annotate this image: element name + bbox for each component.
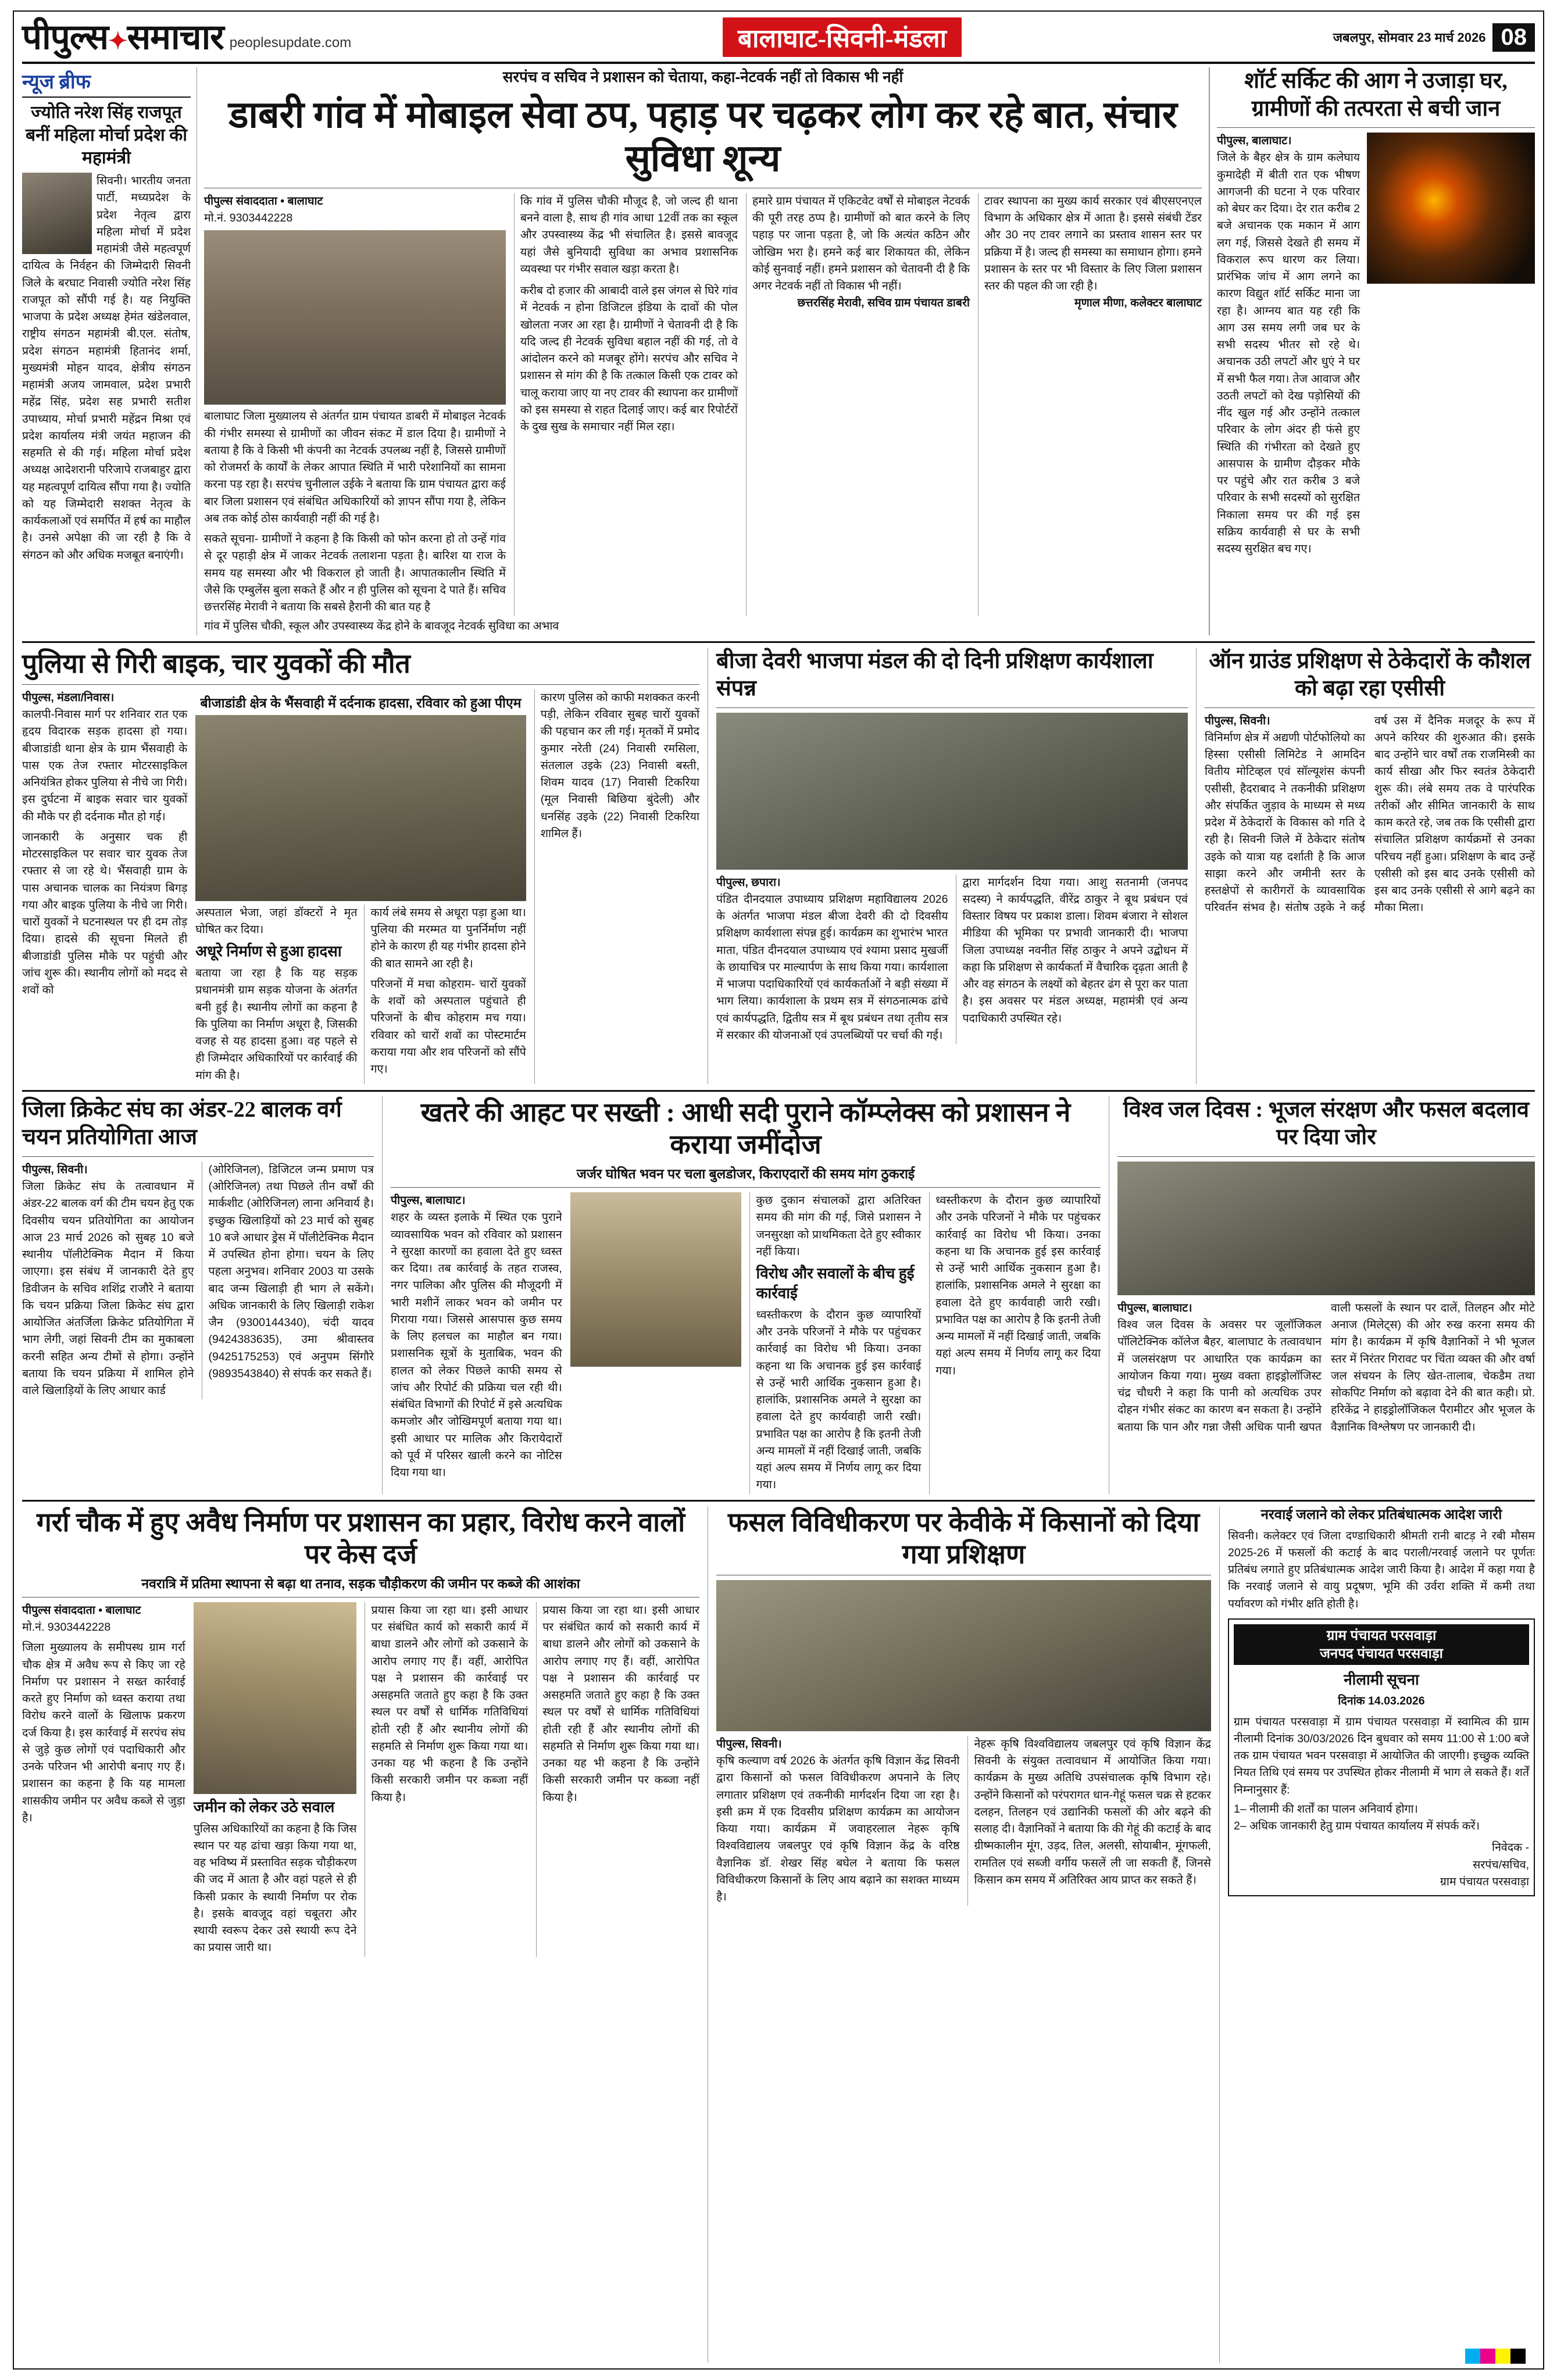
notice-lead-headline: नरवाई जलाने को लेकर प्रतिबंधात्मक आदेश जारी [1260,1507,1502,1523]
fourth-band [22,1500,1535,2363]
lead-callout-2: टावर स्थापना का मुख्य कार्य सरकार एवं बीएसएनएल विभाग के अधिकार क्षेत्र में आता है। इससे संबंधी टेंडर और 30 नए टावर लगाने का प्रस्ताव शासन स्तर पर प्रक्रिया में है। जल्द ही समस्या का समाधान होगा। हमने प्रशासन के स्तर पर भी विस्तार के लिए जिला प्रशासन स्तर की पहल की जा रही है। [984,194,1202,293]
bridge-subhead: बीजाडांडी क्षेत्र के भैंसवाही में दर्दनाक हादसा, रविवार को हुआ पीएम [200,695,522,710]
notice-column [1220,1506,1535,2363]
notice-sign-2: सरपंच/सचिव, [1473,1858,1529,1871]
training-byline: पीपुल्स, छपारा। [716,875,781,889]
bridge-body-2: जानकारी के अनुसार चक ही मोटरसाइकिल पर सवार चार युवक तेज रफ्तार से जा रहे थे। भैंसवाही ग्राम के पास अचानक चालक का नियंत्रण बिगड़ गया और बाइक पुलिया के नीचे जा गिरी। चारों युवकों ने घटनास्थल पर ही दम तोड़ दिया। हादसे की सूचना मिलते ही बीजाडांडी पुलिस मौके पर पहुंची और जांच शुरू की। स्थानीय लोगों को मदद से शवों को [22,830,188,997]
lead-col2: कि गांव में पुलिस चौकी मौजूद है, जो जल्द ही थाना बनने वाला है, साथ ही गांव आधा 12वीं तक का स्कूल और उपस्वास्थ्य केंद्र भी संचालित है। इससे बावजूद यहां जैसे बुनियादी सुविधा का अभाव प्रशासनिक व्यवस्था पर गंभीर सवाल खड़ा करता है। [520,194,738,276]
bridge-byline: पीपुल्स, मंडला/निवास। [22,691,115,704]
second-band [22,641,1535,1084]
complex-headline: खतरे की आहट पर सख्ती : आधी सदी पुराने कॉम्प्लेक्स को प्रशासन ने कराया जमींदोज [420,1097,1071,1159]
complex-subhead: जर्जर घोषित भवन पर चला बुलडोजर, किराएदारों की समय मांग ठुकराई [576,1166,915,1182]
notice-box-title [1234,1624,1529,1665]
training-body: पंडित दीनदयाल उपाध्याय प्रशिक्षण महाविद्यालय 2026 के अंतर्गत भाजपा मंडल बीजा देवरी की दो दिवसीय प्रशिक्षण कार्यशाला संपन्न हुई। कार्यक्रम का शुभारंभ भारत माता, पंडित दीनदयाल उपाध्याय एवं श्यामा प्रसाद मुखर्जी के छायाचित्र पर माल्यार्पण के साथ किया गया। कार्यशाला में भाजपा पदाधिकारियों एवं कार्यकर्ताओं ने बड़ी संख्या में भाग लिया। कार्यशाला के प्रथम सत्र में संगठनात्मक ढांचे एवं कार्यपद्धति, द्वितीय सत्र में बूथ प्रबंधन तथा तृतीय सत्र में सरकार की योजनाओं एवं उपलब्धियों पर चर्चा की गई। [716,892,948,1042]
star-icon: ✦ [108,28,127,54]
kvk-byline: पीपुल्स, सिवनी। [716,1737,782,1750]
logo [22,20,351,55]
kvk-body: कृषि कल्याण वर्ष 2026 के अंतर्गत कृषि विज्ञान केंद्र सिवनी द्वारा किसानों को फसल विविधीकरण अपनाने के लिए लगातार प्रशिक्षण एवं तकनीकी मार्गदर्शन दिया जा रहा है। इसी क्रम में एक दिवसीय प्रशिक्षण कार्यक्रम का आयोजन किया गया। कार्यक्रम में जवाहरलाल नेहरू कृषि विश्वविद्यालय जबलपुर एवं कृषि विज्ञान केंद्र के वरिष्ठ वैज्ञानिक डॉ. शेखर सिंह बघेल ने बताया कि फसल विविधीकरण किसानों के लिए आय बढ़ाने का सशक्त माध्यम है। [716,1754,960,1904]
kvk-body-2: नेहरू कृषि विश्वविद्यालय जबलपुर एवं कृषि विज्ञान केंद्र सिवनी के संयुक्त तत्वावधान में आयोजित किया गया। कार्यक्रम के मुख्य अतिथि उपसंचालक कृषि विभाग रहे। उन्होंने किसानों को परंपरागत धान-गेहूं फसल चक्र से हटकर दलहन, तिलहन एवं उद्यानिकी फसलों की ओर बढ़ने की सलाह दी। वैज्ञानिकों ने बताया कि की गेहूं की कटाई के बाद ग्रीष्मकालीन मूंग, उड़द, तिल, अलसी, सोयाबीन, मूंगफली, रामतिल एवं सब्जी वर्गीय फसलें ली जा सकती हैं, जिनसे किसान कम समय में अतिरिक्त आय प्राप्त कर सकते हैं। [974,1737,1211,1886]
garra-body-2: प्रयास किया जा रहा था। इसी आधार पर संबंधित कार्य को सकारी कार्य में बाधा डालने और लोगों को उकसाने के आरोप लगाए गए हैं। वहीं, आरोपित पक्ष ने प्रशासन की कार्रवाई पर असहमति जताते हुए कहा है कि उक्त स्थल पर वर्षों से धार्मिक गतिविधियां होती रही हैं और स्थानीय लोगों की सहमति से निर्माण शुरू किया गया था। उनका यह भी कहना है कि उन्होंने किसी सरकारी जमीन पर कब्जा नहीं किया है। [371,1603,528,1804]
complex-byline: पीपुल्स, बालाघाट। [391,1194,466,1207]
cricket-byline: पीपुल्स, सिवनी। [22,1163,88,1176]
notice-subtitle: नीलामी सूचना [1344,1671,1419,1689]
bridge-body-1: कालपी-निवास मार्ग पर शनिवार रात एक हृदय विदारक सड़क हादसा हो गया। बीजाडांडी थाना क्षेत्र के ग्राम भैंसवाही के पास एक तेज रफ्तार मोटरसाइकिल अनियंत्रित होकर पुलिया से नीचे जा गिरी। इस दुर्घटना में बाइक सवार चार युवकों की मौके पर ही दर्दनाक मौत हो गई। [22,708,188,823]
notice-point-2: 2– अधिक जानकारी हेतु ग्राम पंचायत कार्यालय में संपर्क करें। [1234,1820,1480,1833]
complex-body: शहर के व्यस्त इलाके में स्थित एक पुराने व्यावसायिक भवन को रविवार को प्रशासन ने सुरक्षा कारणों का हवाला देते हुए ध्वस्त कर दिया। तब कार्रवाई के तहत राजस्व, नगर पालिका और पुलिस की मौजूदगी में भारी मशीनें लाकर भवन को जमीन पर गिराया गया। जिससे आसपास कुछ समय के लिए हलचल का माहौल बन गया। प्रशासनिक सूत्रों के मुताबिक, भवन की हालत को लेकर पिछले काफी समय से जांच और रिपोर्ट की प्रक्रिया चल रही थी। संबंधित विभागों की रिपोर्ट में इसे अत्यधिक कमजोर और जोखिमपूर्ण बताया गया था। इसी आधार पर मालिक और किरायेदारों को पूर्व में परिसर खाली करने का नोटिस दिया गया था। [391,1211,562,1480]
fire-byline: पीपुल्स, बालाघाट। [1217,134,1292,147]
bridge-photo [195,715,526,901]
garra-story [22,1506,708,2363]
bridge-caption: कार्य लंबे समय से अधूरा पड़ा हुआ था। पुलिया की मरम्मत या पुनर्निर्माण नहीं होने के कारण ही यह गंभीर हादसा होने की बात सामने आ रही है। [370,906,526,970]
water-headline: विश्व जल दिवस : भूजल संरक्षण और फसल बदलाव पर दिया जोर [1123,1097,1530,1150]
newspaper-page [13,10,1544,2370]
date-line: जबलपुर, सोमवार 23 मार्च 2026 [1333,30,1486,45]
bridge-headline: पुलिया से गिरी बाइक, चार युवकों की मौत [22,648,410,678]
newsbrief-body: सिवनी। भारतीय जनता पार्टी, मध्यप्रदेश के प्रदेश नेतृत्व द्वारा महिला मोर्चा में प्रदेश महामंत्री जैसे महत्वपूर्ण दायित्व के निर्वहन की जिम्मेदारी सिवनी जिले के बरघाट निवासी ज्योति नरेश सिंह राजपूत को सौंपी गई है। यह नियुक्ति भाजपा के प्रदेश अध्यक्ष हेमंत खंडेलवाल, राष्ट्रीय संगठन महामंत्री बी.एल. संतोष, प्रदेश संगठन महामंत्री हितानंद शर्मा, मुख्यमंत्री मोहन यादव, क्षेत्रीय संगठन महामंत्री अजय जामवाल, प्रदेश प्रभारी महेंद्र सिंह, प्रदेश सह प्रभारी सतीश उपाध्याय, मोर्चा प्रभारी महेंद्रन मिश्रा एवं प्रदेश कार्यालय मंत्री जयंत महाजन की सहमति से की गई। महिला मोर्चा प्रदेश अध्यक्ष आदेशरानी परिजापे राजबाहुर द्वारा यह महत्वपूर्ण दायित्व सौंपा गया है। ज्योति को यह जिम्मेदारी सशक्त नेतृत्व के कार्यकलाओं एवं समर्पित में हर्ष का माहौल है। उनसे अपेक्षा की जा रही है कि वे संगठन को और अधिक मजबूत बनाएंगी। [22,174,191,562]
garra-body-2b: प्रयास किया जा रहा था। इसी आधार पर संबंधित कार्य को सकारी कार्य में बाधा डालने और लोगों को उकसाने के आरोप लगाए गए हैं। वहीं, आरोपित पक्ष ने प्रशासन की कार्रवाई पर असहमति जताते हुए कहा है कि उक्त स्थल पर वर्षों से धार्मिक गतिविधियां होती रही हैं और स्थानीय लोगों की सहमति से निर्माण शुरू किया गया था। उनका यह भी कहना है कि उन्होंने किसी सरकारी जमीन पर कब्जा नहीं किया है। [542,1603,699,1804]
water-body: विश्व जल दिवस के अवसर पर जूलॉजिकल पॉलिटेक्निक कॉलेज बैहर, बालाघाट के तत्वावधान में जलसंरक्षण पर आधारित एक कार्यक्रम का आयोजन किया गया। मुख्य वक्ता हाइड्रोलॉजिस्ट चंद्र चौधरी ने कहा कि पानी को अत्यधिक उपर दोहन गंभीर संकट का कारण बन सकता है। उन्होंने बताया कि पान और गन्ना जैसी अधिक पानी खपत वाली फसलों के स्थान पर दालें, तिलहन और मोटे अनाज (मिलेट्स) की ओर रुख करना समय की मांग है। कार्यक्रम में कृषि वैज्ञानिकों ने भी भूजल स्तर में निरंतर गिरावट पर चिंता व्यक्त की और वर्षा जल संचयन के लिए खेत-तालाब, चेकडैम तथा सोकपिट निर्माण को बढ़ावा देने की बात कही। प्रो. हरिकेंद्र ने हाइड्रोलॉजिकल पैरामीटर और भूजल के वैज्ञानिक विश्लेषण पर जानकारी दी। [1117,1301,1535,1434]
newsbrief-headline: ज्योति नरेश सिंह राजपूत बनीं महिला मोर्चा प्रदेश की महामंत्री [25,103,188,167]
notice-date: दिनांक 14.03.2026 [1338,1695,1425,1708]
garra-photo [194,1602,357,1794]
complex-body-4: ध्वस्तीकरण के दौरान कुछ व्यापारियों और उनके परिजनों ने मौके पर पहुंचकर कार्रवाई का विरोध भी किया। उनका कहना था कि अचानक हुई इस कार्रवाई से उन्हें भारी आर्थिक नुकसान हुआ है। हालांकि, प्रशासनिक अमले ने सुरक्षा का हवाला देते हुए कार्यवाही जारी रखी। प्रभावित पक्ष का आरोप है कि इतनी तेजी अन्य मामलों में नहीं दिखाई जाती, जबकि यहां अल्प समय में निर्णय लागू कर दिया गया। [935,1194,1101,1377]
acc-headline: ऑन ग्राउंड प्रशिक्षण से ठेकेदारों के कौशल को बढ़ा रहा एसीसी [1209,648,1531,701]
notice-point-1: 1– नीलामी की शर्तों का पालन अनिवार्य होगा। [1234,1802,1418,1816]
bridge-story [22,648,708,1084]
lead-callout-1-author: छत्तरसिंह मेरावी, सचिव ग्राम पंचायत डाबरी [797,296,970,310]
acc-body: विनिर्माण क्षेत्र में अद्यणी पोर्टफोलियो का हिस्सा एसीसी लिमिटेड ने आमदिन वितीय मोटिव्हल एवं सॉल्यूशंस कंपनी एसीसी, हैदराबाद ने तकनीकी प्रशिक्षण और संपर्कित जुड़ाव के माध्यम से मध्य प्रदेश में ठेकेदारों के विकास को गति दे रही है। सिवनी जिले में ठेकेदार संतोष उइके को यात्रा यह दर्शाती है कि आज साझा करने और जमीनी स्तर के हस्तक्षेपों से कारीगरों के व्यावसायिक परिवर्तन संभव है। संतोष उइके ने कई वर्ष उस में दैनिक मजदूर के रूप में अपने करियर की शुरुआत की। इसके बाद उन्होंने चार वर्षों तक राजमिस्त्री का कार्य सीखा और फिर स्वतंत्र ठेकेदारी शुरू की। लंबे समय तक वे पारंपरिक तरीकों और सीमित जानकारी के साथ काम करते रहे, जब तक कि एसीसी द्वारा संचालित प्रशिक्षण कार्यक्रमों से उनका परिचय नहीं हुआ। प्रशिक्षण के बाद उन्हें एसीसी को इस बाद उनके एसीसी को इस बाद उनके एसीसी से आगे बढ़ने का मौका मिला। [1205,714,1535,914]
kvk-story [708,1506,1220,2363]
bridge-body-6: कारण पुलिस को काफी मशक्कत करनी पड़ी, लेकिन रविवार सुबह चारों युवकों की पहचान कर ली गई। मृतकों में प्रमोद कुमार नरेती (24) निवासी रमसिला, संतलाल उइके (23) निवासी बस्ती, शिवम यादव (17) निवासी टिकरिया (मूल निवासी बिछिया बुंदेली) और धनसिंह उइके (22) निवासी टिकरिया शामिल हैं। [540,691,699,840]
lead-kicker: सरपंच व सचिव ने प्रशासन को चेताया, कहा-नेटवर्क नहीं तो विकास भी नहीं [502,68,904,85]
cmyk-registration-marks [1465,2349,1526,2364]
lead-callout-1: हमारे ग्राम पंचायत में एकिटवेट वर्षों से मोबाइल नेटवर्क की पूरी तरह ठप्प है। ग्रामीणों को बात करने के लिए पहाड़ पर जाना पड़ता है, जो कि अत्यंत कठिन और जोखिम भरा है। हमने कई बार शिकायत की, लेकिन कोई सुनवाई नहीं। हमने प्रशासन को चेतावनी दी है कि अगर नेटवर्क नहीं तो विकास भी नहीं। [752,194,970,293]
cricket-headline: जिला क्रिकेट संघ का अंडर-22 बालक वर्ग चयन प्रतियोगिता आज [22,1097,342,1150]
cricket-story [22,1096,383,1494]
fire-body: जिले के बैहर क्षेत्र के ग्राम कलेघाय कुमादेही में बीती रात एक भीषण आगजनी की घटना ने एक परिवार को बेघर कर दिया। देर रात करीब 2 बजे अचानक एक मकान में आग लग गई, जिससे देखते ही समय में विकराल रूप धारण कर लिया। प्रारंभिक जांच में आग लगने का कारण विद्युत शॉर्ट सर्किट माना जा रहा है। आग्नय बात यह रही कि आग उस समय लगी जब घर के सभी सदस्य भीतर सो रहे थे। अचानक उठी लपटों और धुएं ने घर में सभी फैल गया। तेज आवाज और उठती लपटों को देख पड़ोसियों की नींद खुल गई और उन्होंने तत्काल परिवार के लोग अंदर ही फंसे हुए स्थिति की गंभीरता को देखते हुए आसपास के ग्रामीण दौड़कर मौके पर पहुंचे और रात करीब 3 बजे परिवार के सभी सदस्यों को सुरक्षित निकाला समय पर की गई इस सक्रिय कार्यवाही से घर के सभी सदस्य सुरक्षित बच गए। [1217,151,1360,555]
training-body-2: द्वारा मार्गदर्शन दिया गया। आशु सतनामी (जनपद सदस्य) ने कार्यपद्धति, वीरेंद्र ठाकुर ने बूथ प्रबंधन एवं विस्तार विषय पर प्रकाश डाला। शिवम बंजारा ने सोशल मीडिया की भूमिका पर प्रभावी जानकारी दी। भाजपा जिला उपाध्यक्ष नवनीत सिंह ठाकुर ने अपने उद्बोधन में कहा कि प्रशिक्षण से कार्यकर्ता में वैचारिक दृढ़ता आती है और वह संगठन के लक्ष्यों को बेहतर ढंग से पूरा कर पाता है। इस अवसर पर मंडल अध्यक्ष, महामंत्री एवं अन्य पदाधिकारी उपस्थित रहे। [962,875,1188,1025]
edition-band: बालाघाट-सिवनी-मंडला [723,17,962,57]
complex-story [383,1096,1109,1494]
fire-headline: शॉर्ट सर्किट की आग ने उजाड़ा घर, ग्रामीणों की तत्परता से बची जान [1244,69,1508,121]
complex-photo [570,1192,742,1367]
training-headline: बीजा देवरी भाजपा मंडल की दो दिनी प्रशिक्षण कार्यशाला संपन्न [716,648,1154,701]
kvk-headline: फसल विविधीकरण पर केवीके में किसानों को दिया गया प्रशिक्षण [727,1507,1200,1569]
training-story [708,648,1197,1084]
lead-callout-2-author: मृणाल मीणा, कलेक्टर बालाघाट [1074,296,1202,310]
lead-mobile: मो.नं. 9303442228 [204,212,293,225]
bridge-subhead-2: अधूरे निर्माण से हुआ हादसा [195,943,342,960]
third-band [22,1090,1535,1494]
garra-subhead-2: जमीन को लेकर उठे सवाल [193,1798,335,1816]
lead-body-1: बालाघाट जिला मुख्यालय से अंतर्गत ग्राम पंचायत डाबरी में मोबाइल नेटवर्क की गंभीर समस्या से ग्रामीणों का जीवन संकट में डाल दिया है। ग्रामीणों ने बताया है कि वे किसी भी कंपनी का नेटवर्क उपलब्ध नहीं है, जिससे ग्रामीणों को रोजमर्रा के कार्यों के लेकर आपात स्थिति में भारी परेशानियों का सामना करना पड़ रहा है। सरपंच चुनीलाल उईके ने बताया कि ग्राम पंचायत द्वारा कई बार जिला प्रशासन एवं संबंधित अधिकारियों को ज्ञापन सौंपा गया है, लेकिन अब तक कोई ठोस कार्यवाही नहीं की गई है। [204,410,506,525]
cricket-body-2: (ओरिजिनल), डिजिटल जन्म प्रमाण पत्र (ओरिजिनल) तथा पिछले तीन वर्षों की मार्कशीट (ओरिजिनल) लाना अनिवार्य है। इच्छुक खिलाड़ियों को 23 मार्च को सुबह 10 बजे आधार ड्रेस में पॉलीटेक्निक मैदान में उपस्थित होना होगा। चयन के लिए पहला अनुभव। शनिवार 2003 या उसके बाद जन्म खिलाड़ी ही भाग ले सकेंगे। अधिक जानकारी के लिए खिलाड़ी राकेश जैन (9300144340), चंदी यादव (9424383635), उमा श्रीवास्तव (9425175253) एवं अनुपम सिंगौरे (9893543840) से संपर्क कर सकते हैं। [208,1163,374,1380]
acc-byline: पीपुल्स, सिवनी। [1205,714,1270,727]
notice-panchayat-line2: जनपद पंचायत परसवाड़ा [1320,1646,1443,1662]
logo-hindi-part2: समाचार [127,18,224,56]
logo-text [22,20,224,55]
tender-notice-box [1228,1618,1535,1896]
garra-subhead: नवरात्रि में प्रतिमा स्थापना से बढ़ा था तनाव, सड़क चौड़ीकरण की जमीन पर कब्जे की आशंका [141,1575,580,1591]
fire-photo [1367,133,1535,284]
page-number: 08 [1492,23,1535,52]
bridge-body-5: परिजनों में मचा कोहराम- चारों युवकों के शवों को अस्पताल पहुंचाते ही परिजनों के बीच कोहराम मच गया। रविवार को चारों शवों का पोस्टमार्टम कराया गया और शव परिजनों को सौंपे गए। [370,977,526,1076]
complex-subhead-2: विरोध और सवालों के बीच हुई कार्रवाई [756,1265,915,1302]
lead-byline: पीपुल्स संवाददाता • बालाघाट [204,194,323,208]
bridge-body-4: बताया जा रहा है कि यह सड़क प्रधानमंत्री ग्राम सड़क योजना के अंतर्गत बनी हुई है। स्थानीय लोगों का कहना है कि पुलिया का निर्माण अधूरा है, जिसकी वजह से यह हादसा हुआ। वह पहले से ही जिम्मेदार अधिकारियों पर कार्रवाई की मांग की है। [195,967,358,1082]
garra-mobile: मो.नं. 9303442228 [22,1621,111,1634]
garra-body-3: पुलिस अधिकारियों का कहना है कि जिस स्थान पर यह ढांचा खड़ा किया गया था, वह भविष्य में प्रस्तावित सड़क चौड़ीकरण की जद में आता है और वहां पहले से ही किसी प्रकार के स्थायी निर्माण पर रोक है। इसके बावजूद वहां चबूतरा और स्थायी स्वरूप देकर उसे स्थायी रूप देने का प्रयास जारी था। [193,1822,357,1954]
bridge-body-3: अस्पताल भेजा, जहां डॉक्टरों ने मृत घोषित कर दिया। [195,906,358,937]
notice-panchayat-line1: ग्राम पंचायत परसवाड़ा [1326,1627,1437,1643]
lead-col3: करीब दो हजार की आबादी वाले इस जंगल से घिरे गांव में नेटवर्क न होना डिजिटल इंडिया के दावों की पोल खोलता नजर आ रहा है। ग्रामीणों ने चेतावनी दी है कि यदि जल्द ही नेटवर्क सुविधा बहाल नहीं की गई, तो वे आंदोलन करने को मजबूर होंगे। सरपंच और सचिव ने प्रशासन से मांग की है कि तत्काल किसी एक टावर को चालू कराया जाए या नए टावर की स्थापना कर ग्रामीणों को इस समस्या से राहत दिलाई जाए। कई बार रिपोर्टरों के दुख सुख के समाचार नहीं मिल रहा। [520,284,738,434]
lead-headline: डाबरी गांव में मोबाइल सेवा ठप, पहाड़ पर चढ़कर लोग कर रहे बात, संचार सुविधा शून्य [228,94,1177,180]
acc-story [1197,648,1535,1084]
masthead [22,17,1535,64]
logo-hindi-part1: पीपुल्स [22,18,109,56]
complex-body-2: कुछ दुकान संचालकों द्वारा अतिरिक्त समय की मांग की गई, जिसे प्रशासन ने जनसुरक्षा को प्राथमिकता देते हुए स्वीकार नहीं किया। [756,1194,922,1258]
newsbrief-column [22,67,197,635]
top-section [22,67,1535,635]
notice-body: ग्राम पंचायत परसवाड़ा में ग्राम पंचायत परसवाड़ा में स्वामित्व की ग्राम नीलामी दिनांक 30/03/2026 दिन बुधवार को समय 11:00 से 1:00 बजे तक ग्राम पंचायत भवन परसवाड़ा में आयोजित की जाएगी। इच्छुक व्यक्ति नियत तिथि एवं समय पर उपस्थित होकर नीलामी में भाग ले सकते हैं। शर्तें निम्नानुसार हैं: [1234,1715,1529,1796]
complex-body-3: ध्वस्तीकरण के दौरान कुछ व्यापारियों और उनके परिजनों ने मौके पर पहुंचकर कार्रवाई का विरोध भी किया। उनका कहना था कि अचानक हुई इस कार्रवाई से उन्हें भारी आर्थिक नुकसान हुआ है। हालांकि, प्रशासनिक अमले ने सुरक्षा का हवाला देते हुए कार्यवाही जारी रखी। प्रभावित पक्ष का आरोप है कि इतनी तेजी अन्य मामलों में नहीं दिखाई जाती, जबकि यहां अल्प समय में निर्णय लागू कर दिया गया। [756,1308,922,1492]
water-story [1109,1096,1535,1494]
water-byline: पीपुल्स, बालाघाट। [1117,1301,1192,1314]
notice-sign-1: निवेदक - [1492,1841,1529,1854]
notice-lead-body: सिवनी। कलेक्टर एवं जिला दण्डाधिकारी श्रीमती रानी बाटड़ ने रबी मौसम 2025-26 में फसलों की कटाई के बाद पराली/नरवाई जलाने पर पूर्णतः प्रतिबंध लगाते हुए प्रतिबंधात्मक आदेश जारी किया है। आदेश में कहा गया है कि नरवाई जलाने से वायु प्रदूषण, भूमि की उर्वरा शक्ति में कमी तथा पर्यावरण को गंभीर क्षति होती है। [1228,1529,1535,1610]
lead-story [197,67,1209,635]
kvk-photo [716,1580,1211,1731]
fire-story [1209,67,1535,635]
cricket-body: जिला क्रिकेट संघ के तत्वावधान में अंडर-22 बालक वर्ग की टीम चयन हेतु एक दिवसीय चयन प्रतियोगिता का आयोजन आज 23 मार्च 2026 को सुबह 10 बजे स्थानीय पॉलीटेक्निक मैदान में किया जाएगा। इस संबंध में जानकारी देते हुए डिवीजन के सचिव शशिंद्र राजौरे ने बताया कि चयन प्रक्रिया जिला क्रिकेट संघ द्वारा आयोजित अंतर्जिला क्रिकेट प्रतियोगिता में भाग लेगी, जहां सिवनी टीम का मुकाबला करनी सहित अन्य टीमों से होगा। उन्होंने बताया कि चयन प्रक्रिया में शामिल होने वाले खिलाड़ियों के लिए आधार कार्ड [22,1180,194,1398]
section-title-newsbrief: न्यूज ब्रीफ [22,67,191,98]
garra-byline: पीपुल्स संवाददाता • बालाघाट [22,1603,141,1617]
garra-body: जिला मुख्यालय के समीपस्थ ग्राम गर्रा चौक क्षेत्र में अवैध रूप से किए जा रहे निर्माण पर प्रशासन ने सख्त कार्रवाई करते हुए निर्माण को ध्वस्त कराया तथा विरोध करने वालों के खिलाफ प्रकरण दर्ज किया है। इस कार्रवाई में सरपंच संघ से जुड़े कुछ लोगों एवं पदाधिकारी और उनके परिजन भी आरोपी बनाए गए हैं। प्रशासन का कहना है कि यह मामला शासकीय जमीन पर अवैध कब्जे से जुड़ा है। [22,1641,185,1824]
training-photo [716,713,1188,870]
masthead-right [1333,23,1535,52]
water-photo [1117,1162,1535,1295]
notice-sign-3: ग्राम पंचायत परसवाड़ा [1440,1875,1529,1888]
newsbrief-photo [22,173,92,254]
lead-subhead-1: सकते सूचना- ग्रामीणों ने कहना है कि किसी को फोन करना हो तो उन्हें गांव से दूर पहाड़ी क्षेत्र में जाकर नेटवर्क तलाशना पड़ता है। बारिश या राज के समय यह समस्या और भी विकराल हो जाती है। आपातकालीन स्थिति में जैसे कि एम्बुलेंस बुला सकते हैं और न ही पुलिस को सूचना दे पाते हैं। सचिव छत्तरसिंह मेरावी ने बताया कि सबसे हैरानी की बात यह है [204,533,506,614]
website-url: peoplesupdate.com [229,35,352,51]
lead-footer-note: गांव में पुलिस चौकी, स्कूल और उपस्वास्थ्य केंद्र होने के बावजूद नेटवर्क सुविधा का अभाव [204,620,559,633]
garra-headline: गर्रा चौक में हुए अवैध निर्माण पर प्रशासन का प्रहार, विरोध करने वालों पर केस दर्ज [36,1507,685,1569]
lead-photo [204,230,506,405]
